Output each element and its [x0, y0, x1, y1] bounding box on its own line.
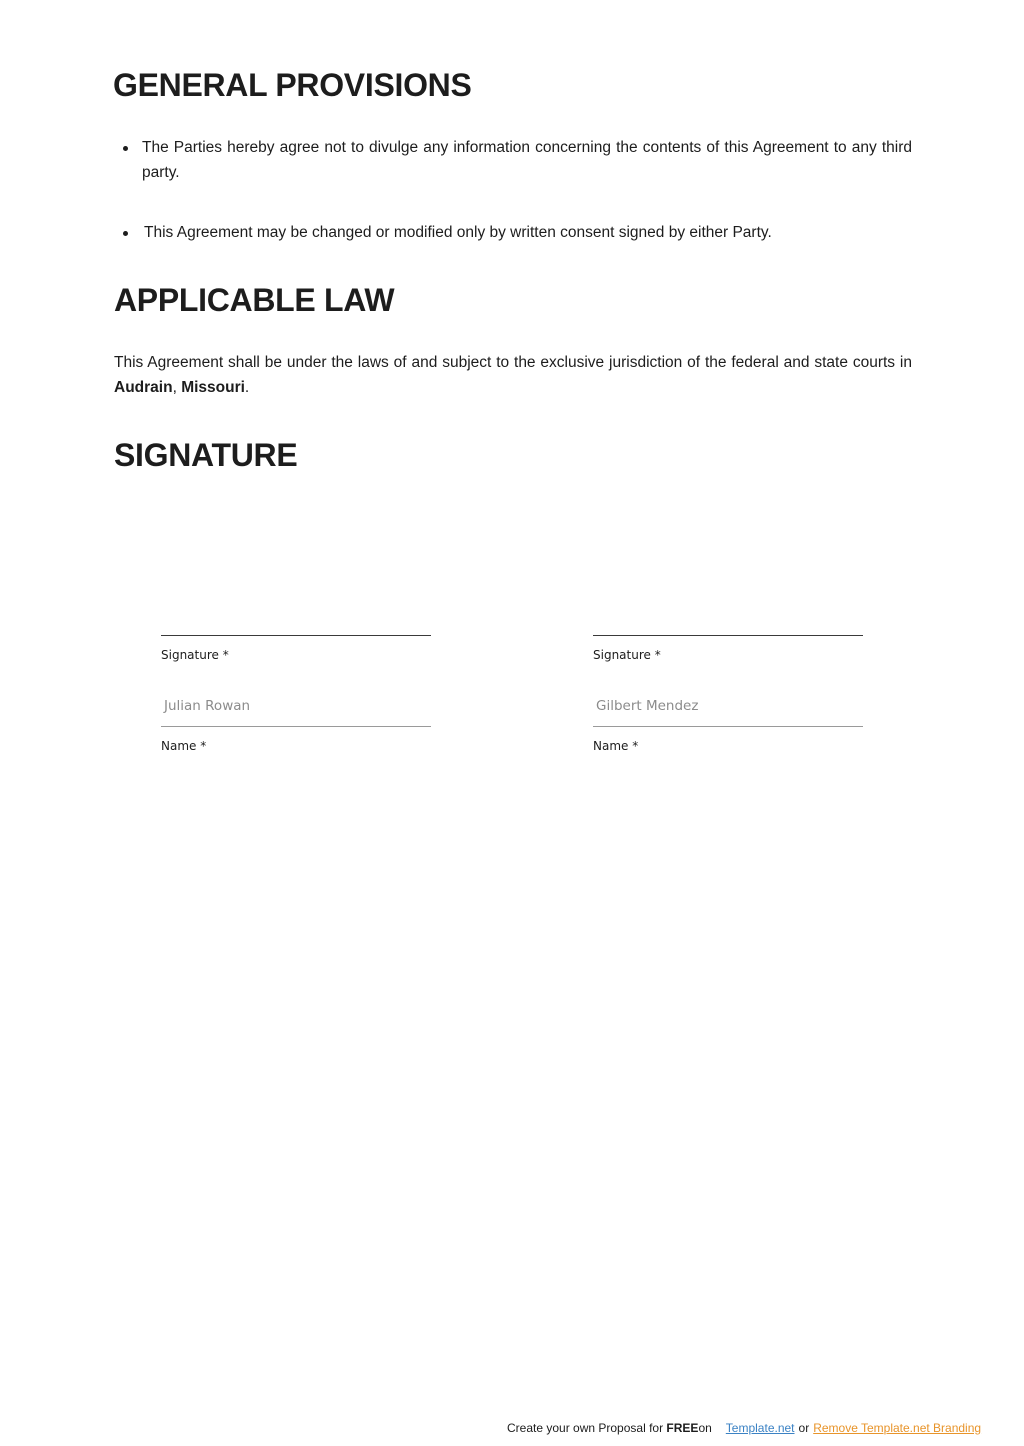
- remove-branding-link[interactable]: Remove Template.net Branding: [813, 1421, 982, 1435]
- list-item: [113, 135, 912, 185]
- name-underline: [161, 726, 431, 727]
- footer-prefix: Create your own Proposal for: [507, 1421, 667, 1435]
- general-provisions-list: [113, 135, 912, 185]
- branding-footer: [507, 1420, 981, 1436]
- period: .: [244, 379, 250, 396]
- list-item-text: This Agreement may be changed or modified only by written consent signed by either Party.: [144, 224, 772, 241]
- bullet-icon: [123, 146, 128, 151]
- county-name: Audrain: [114, 379, 173, 396]
- signature-line[interactable]: [161, 635, 431, 636]
- footer-free: FREE: [666, 1421, 699, 1435]
- signature-label: Signature *: [161, 648, 229, 662]
- applicable-law-paragraph: [114, 350, 912, 400]
- signature-label: Signature *: [593, 648, 661, 662]
- section-title-general-provisions: GENERAL PROVISIONS: [113, 67, 472, 103]
- list-item: [113, 220, 912, 245]
- general-provisions-list-2: [113, 220, 912, 245]
- name-label: Name *: [593, 739, 639, 753]
- name-field[interactable]: Gilbert Mendez: [596, 698, 699, 714]
- bullet-icon: [123, 231, 128, 236]
- footer-or: or: [798, 1421, 810, 1435]
- section-title-applicable-law: APPLICABLE LAW: [114, 282, 395, 318]
- footer-on: on: [698, 1421, 712, 1435]
- name-field[interactable]: Julian Rowan: [164, 698, 251, 714]
- name-underline: [593, 726, 863, 727]
- template-net-link[interactable]: Template.net: [725, 1421, 795, 1435]
- separator: ,: [172, 379, 182, 396]
- signature-line[interactable]: [593, 635, 863, 636]
- section-title-signature: SIGNATURE: [114, 437, 298, 473]
- list-item-text: The Parties hereby agree not to divulge any information concerning the contents of this Agreement to any third party.: [142, 139, 912, 181]
- state-name: Missouri: [181, 379, 245, 396]
- law-text: This Agreement shall be under the laws of and subject to the exclusive jurisdiction of the federal and state courts in: [114, 354, 912, 371]
- name-label: Name *: [161, 739, 207, 753]
